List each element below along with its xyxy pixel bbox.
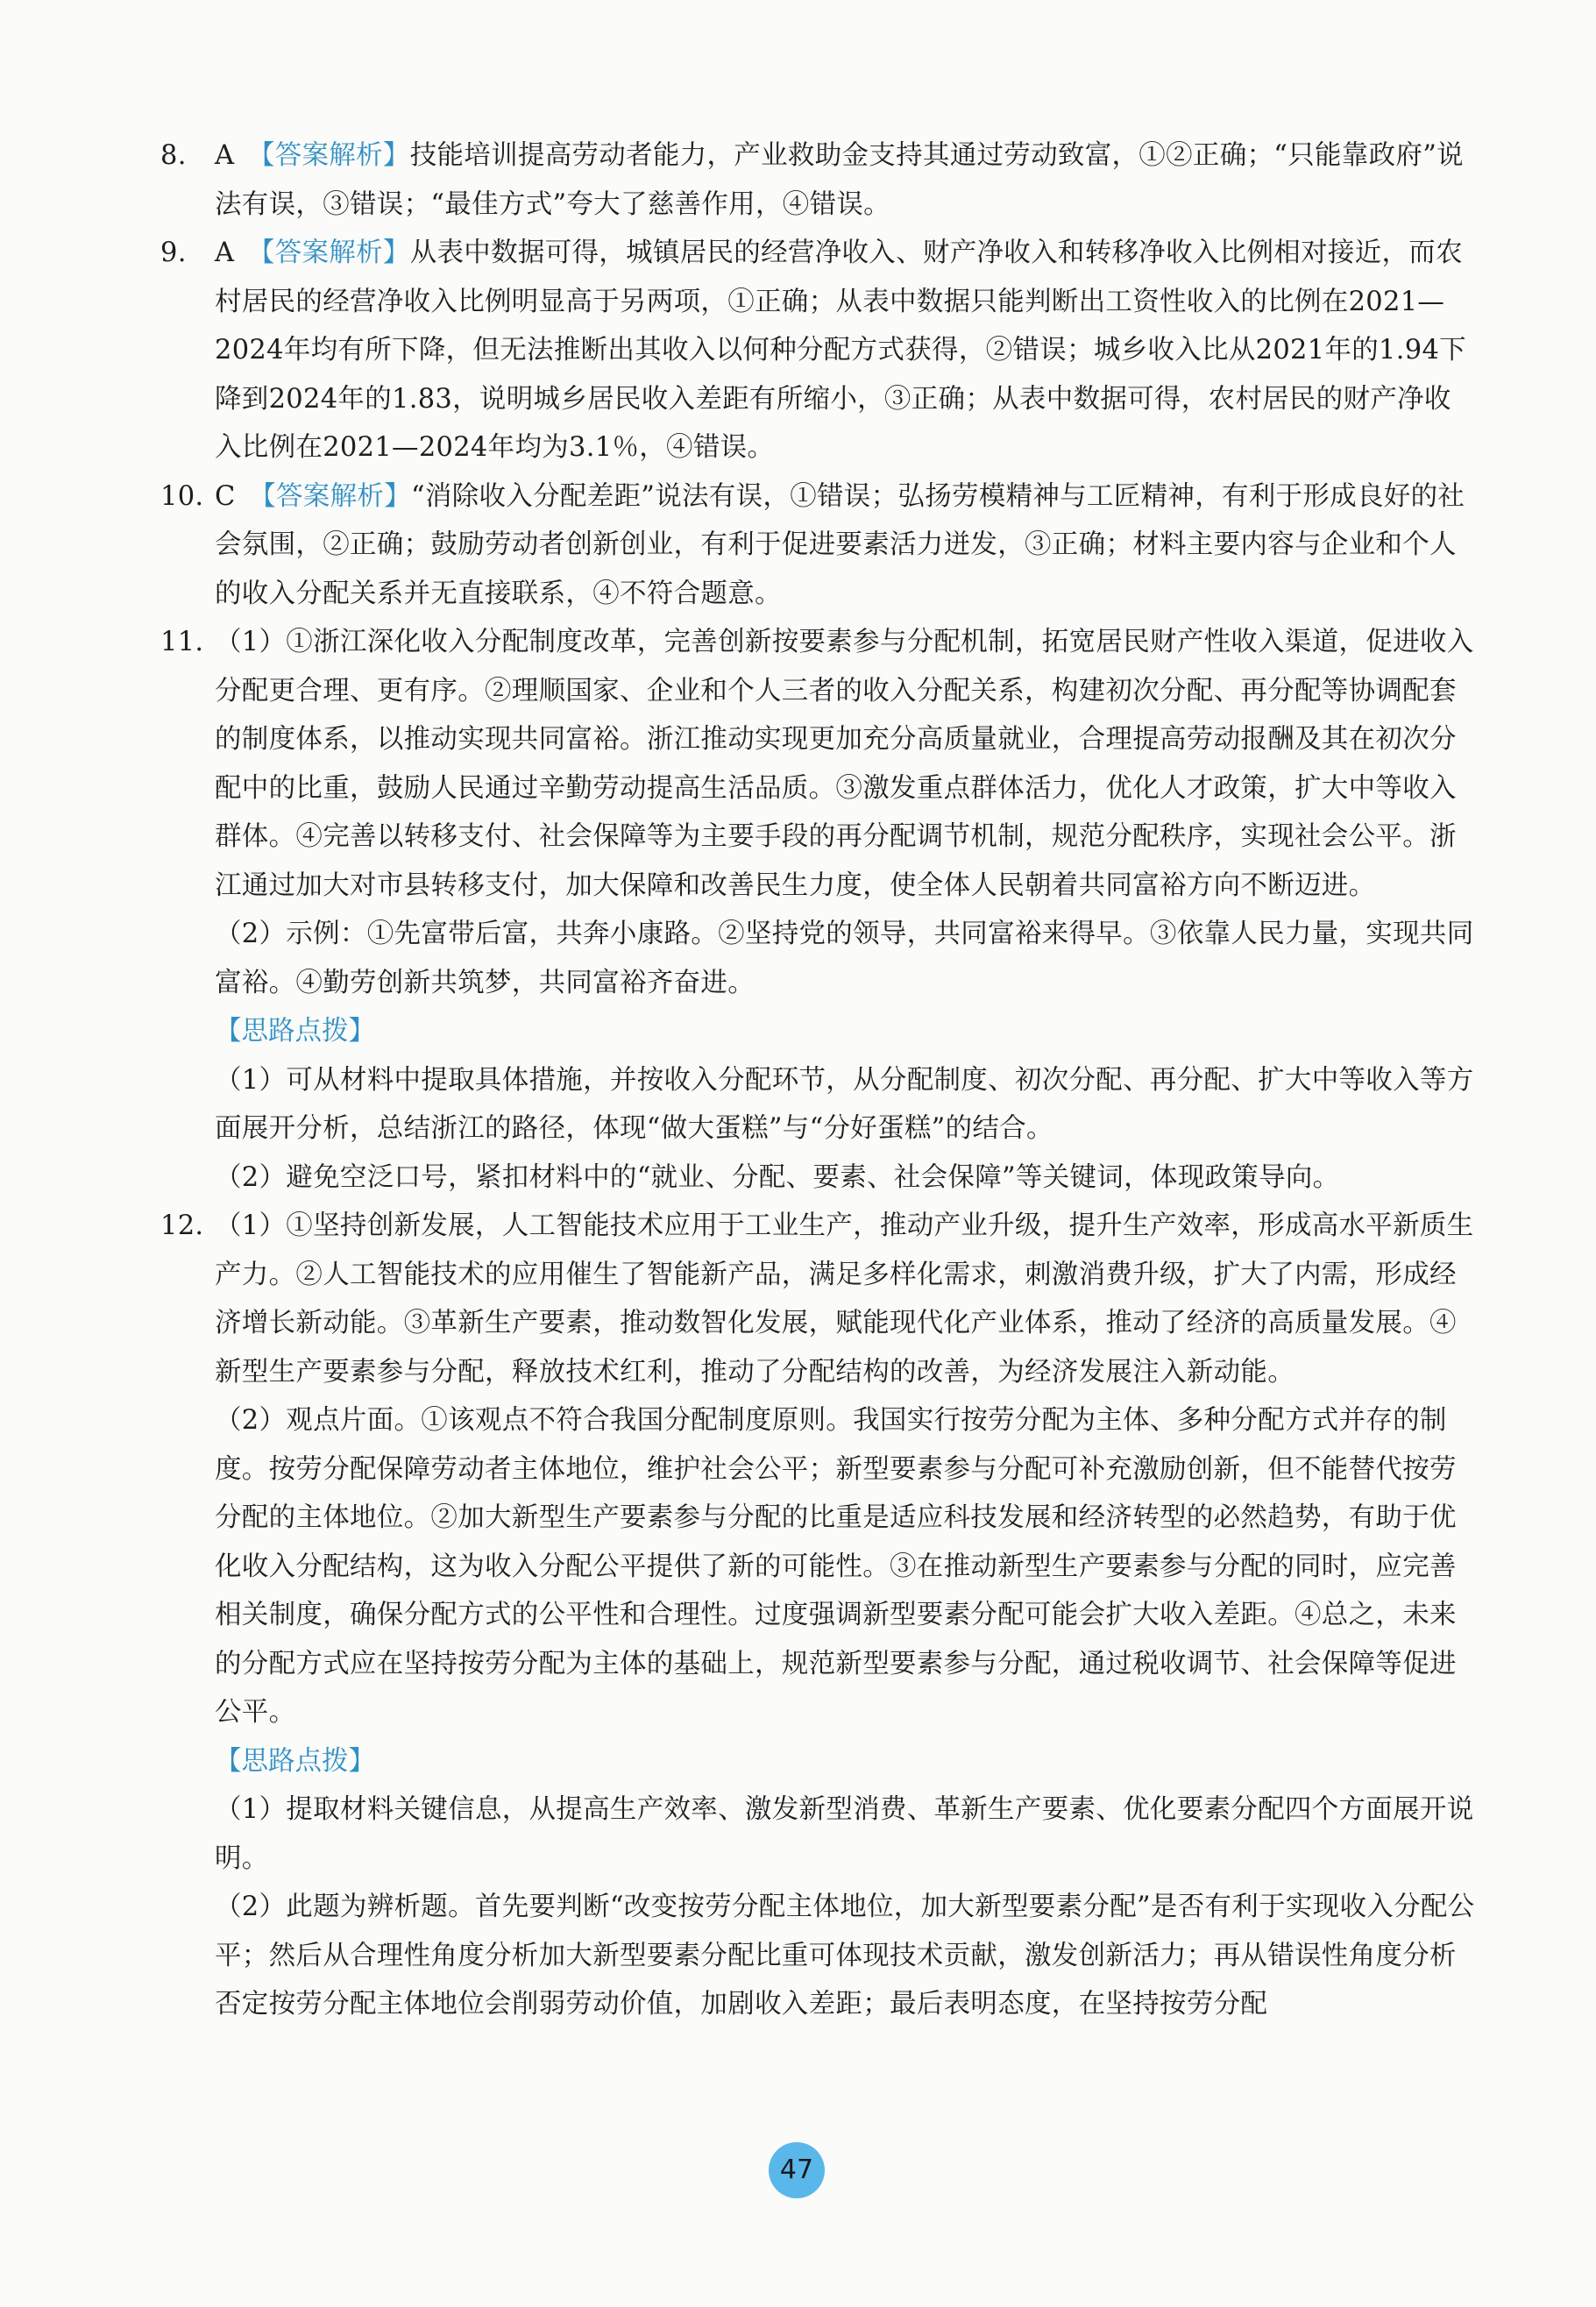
answer-letter: A [215, 140, 235, 171]
item-part-2: （2）示例：①先富带后富，共奔小康路。②坚持党的领导，共同富裕来得早。③依靠人民力量，实现共同富裕。④勤劳创新共筑梦，共同富裕齐奋进。 [215, 919, 1474, 998]
answer-analysis-tag: 【答案解析】 [261, 238, 410, 268]
item-part-1: （1）①坚持创新发展，人工智能技术应用于工业生产，推动产业升级，提升生产效率，形成高水平新质生产力。②人工智能技术的应用催生了智能新产品，满足多样化需求，刺激消费升级，扩大了内需，形成经济增长新动能。③革新生产要素，推动数智化发展，赋能现代化产业体系，推动了经济的高质量发展。④新型生产要素参与分配，释放技术红利，推动了分配结构的改善，为经济发展注入新动能。 [215, 1210, 1474, 1388]
item-body [215, 229, 1475, 472]
item-part-1: （1）①浙江深化收入分配制度改革，完善创新按要素参与分配机制，拓宽居民财产性收入渠道，促进收入分配更合理、更有序。②理顺国家、企业和个人三者的收入分配关系，构建初次分配、再分配等协调配套的制度体系，以推动实现共同富裕。浙江推动实现更加充分高质量就业，合理提高劳动报酬及其在初次分配中的比重，鼓励人民通过辛勤劳动提高生活品质。③激发重点群体活力，优化人才政策，扩大中等收入群体。④完善以转移支付、社会保障等为主要手段的再分配调节机制，规范分配秩序，实现社会公平。浙江通过加大对市县转移支付，加大保障和改善民生力度，使全体人民朝着共同富裕方向不断迈进。 [215, 627, 1474, 901]
item-number: 10. [160, 480, 204, 512]
item-part-2: （2）观点片面。①该观点不符合我国分配制度原则。我国实行按劳分配为主体、多种分配方式并存的制度。按劳分配保障劳动者主体地位，维护社会公平；新型要素参与分配可补充激励创新，但不能替代按劳分配的主体地位。②加大新型生产要素参与分配的比重是适应科技发展和经济转型的必然趋势，有助于优化收入分配结构，这为收入分配公平提供了新的可能性。③在推动新型生产要素参与分配的同时，应完善相关制度，确保分配方式的公平性和合理性。过度强调新型要素分配可能会扩大收入差距。④总之，未来的分配方式应在坚持按劳分配为主体的基础上，规范新型要素参与分配，通过税收调节、社会保障等促进公平。 [215, 1405, 1457, 1728]
hint-part-1: （1）可从材料中提取具体措施，并按收入分配环节，从分配制度、初次分配、再分配、扩大中等收入等方面展开分析，总结浙江的路径，体现“做大蛋糕”与“分好蛋糕”的结合。 [215, 1064, 1474, 1144]
page-number-badge: 47 [769, 2142, 825, 2198]
answer-item-8 [160, 131, 1475, 229]
answer-letter: A [215, 238, 235, 268]
item-number: 8. [160, 140, 187, 171]
item-body [215, 131, 1475, 229]
hint-part-2: （2）此题为辨析题。首先要判断“改变按劳分配主体地位，加大新型要素分配”是否有利于实现收入分配公平；然后从合理性角度分析加大新型要素分配比重可体现技术贡献，激发创新活力；再从错误性角度分析否定按劳分配主体地位会削弱劳动价值，加剧收入差距；最后表明态度，在坚持按劳分配 [215, 1892, 1475, 2020]
answer-text: 技能培训提高劳动者能力，产业救助金支持其通过劳动致富，①②正确；“只能靠政府”说法有误，③错误；“最佳方式”夸大了慈善作用，④错误。 [215, 140, 1464, 220]
answer-text: 从表中数据可得，城镇居民的经营净收入、财产净收入和转移净收入比例相对接近，而农村居民的经营净收入比例明显高于另两项，①正确；从表中数据只能判断出工资性收入的比例在2021—2024年均有所下降，但无法推断出其收入以何种分配方式获得，②错误；城乡收入比从2021年的1.94下降到2024年的1.83，说明城乡居民收入差距有所缩小，③正确；从表中数据可得，农村居民的财产净收入比例在2021—2024年均为3.1％，④错误。 [215, 238, 1466, 463]
hint-heading: 【思路点拨】 [215, 1745, 375, 1777]
answer-text: “消除收入分配差距”说法有误，①错误；弘扬劳模精神与工匠精神，有利于形成良好的社会氛围，②正确；鼓励劳动者创新创业，有利于促进要素活力迸发，③正确；材料主要内容与企业和个人的收入分配关系并无直接联系，④不符合题意。 [215, 480, 1465, 609]
item-number: 9. [160, 238, 187, 268]
answer-analysis-tag: 【答案解析】 [261, 140, 410, 171]
answer-analysis-tag: 【答案解析】 [262, 480, 412, 512]
hint-heading: 【思路点拨】 [215, 1016, 375, 1047]
answer-item-9 [160, 229, 1475, 472]
answer-item-10 [160, 472, 1475, 619]
answer-letter: C [215, 480, 236, 512]
hint-part-1: （1）提取材料关键信息，从提高生产效率、激发新型消费、革新生产要素、优化要素分配四个方面展开说明。 [215, 1794, 1474, 1874]
hint-part-2: （2）避免空泛口号，紧扣材料中的“就业、分配、要素、社会保障”等关键词，体现政策导向。 [215, 1161, 1340, 1193]
answer-item-11 [160, 618, 1475, 910]
item-number: 12. [160, 1210, 204, 1241]
item-number: 11. [160, 627, 204, 657]
answer-content [160, 131, 1475, 2029]
answer-item-12 [160, 1202, 1475, 1396]
item-body [215, 472, 1475, 619]
